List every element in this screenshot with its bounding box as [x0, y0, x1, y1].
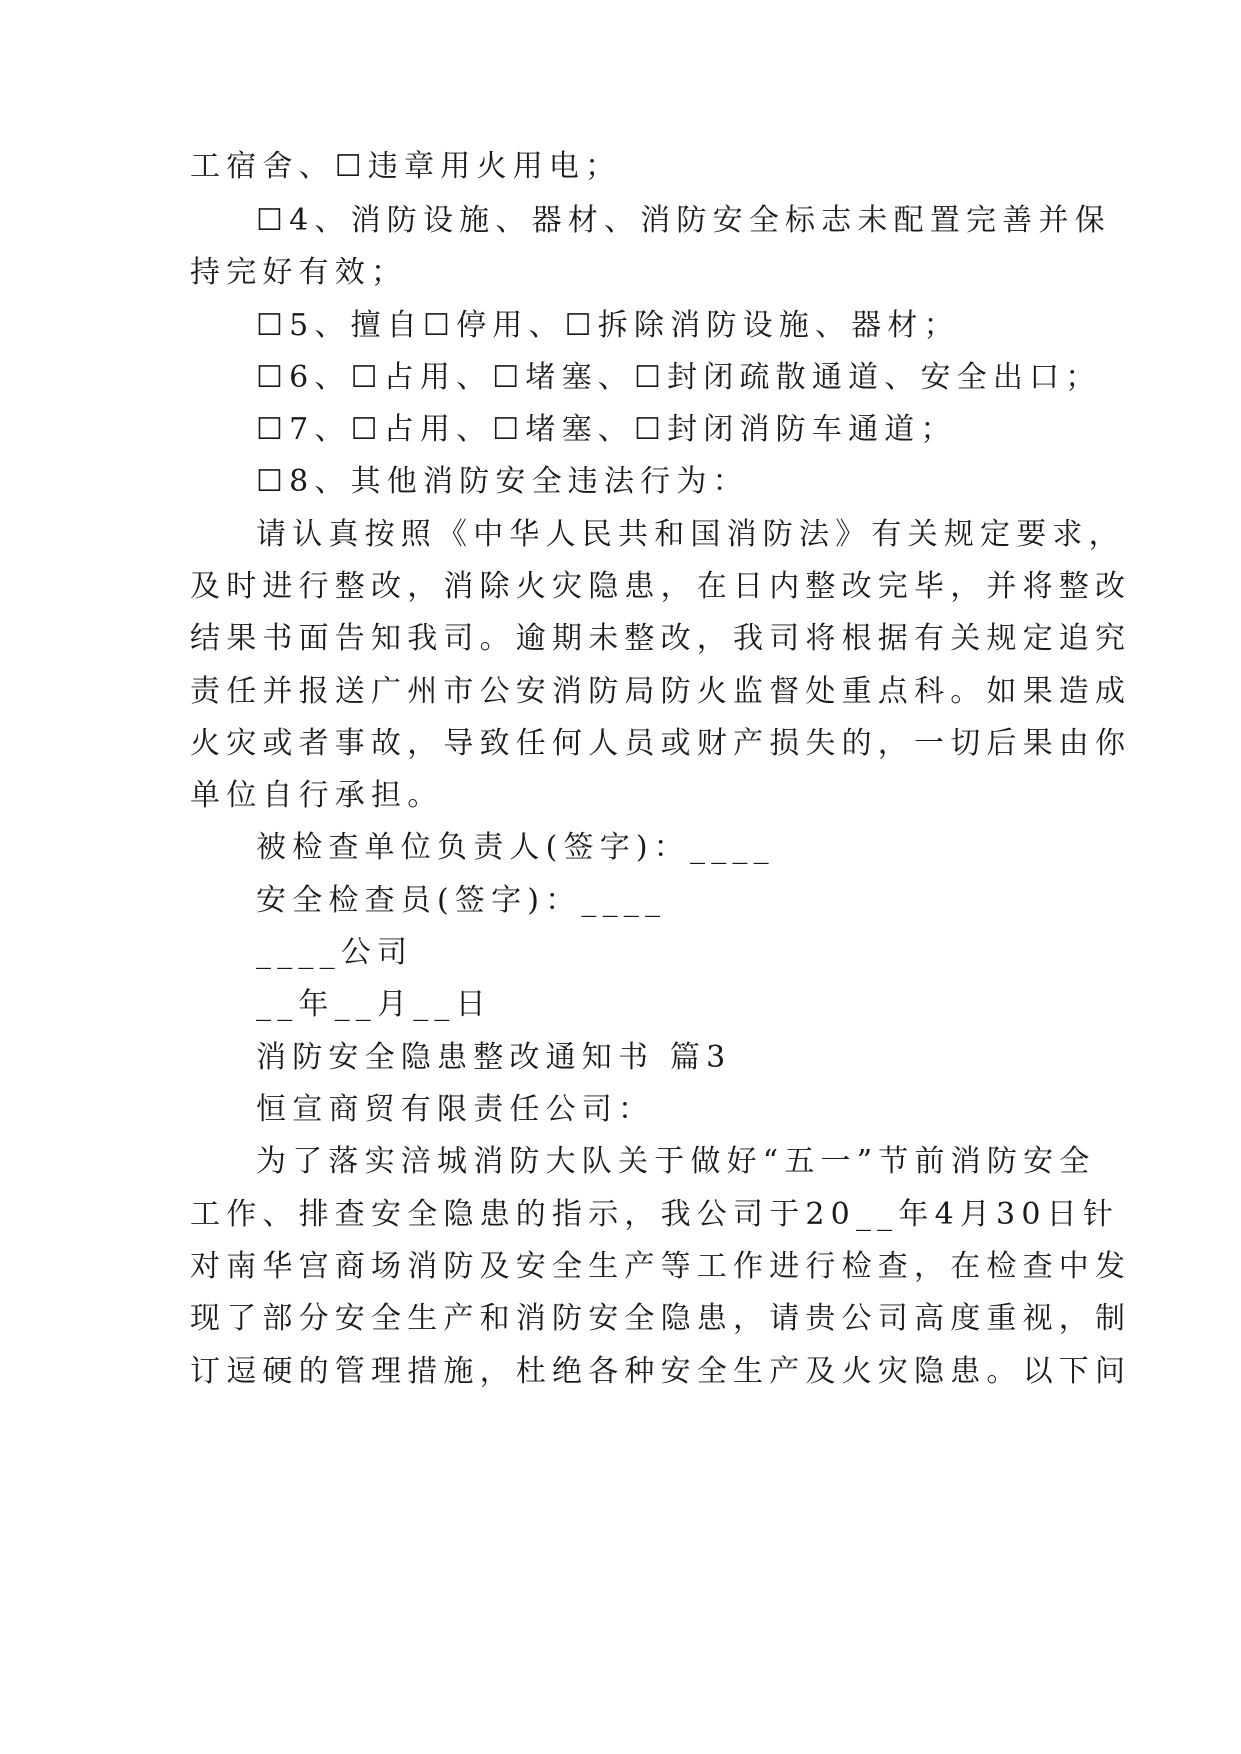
text-line: ☐8、其他消防安全违法行为： [256, 464, 749, 499]
text-line: 现了部分安全生产和消防安全隐患，请贵公司高度重视，制 [190, 1301, 1132, 1336]
text-line: 请认真按照《中华人民共和国消防法》有关规定要求， [256, 517, 1125, 552]
signature-line: 被检查单位负责人(签字)：____ [256, 830, 775, 865]
text-line: ☐7、☐占用、☐堵塞、☐封闭消防车通道； [256, 412, 957, 447]
section-title: 消防安全隐患整改通知书 篇3 [256, 1040, 732, 1075]
text-line: 单位自行承担。 [190, 778, 444, 813]
text-line: 为了落实涪城消防大队关于做好“五一”节前消防安全 [256, 1144, 1096, 1179]
text-line: 及时进行整改，消除火灾隐患，在日内整改完毕，并将整改 [190, 569, 1132, 604]
text-line: ☐4、消防设施、器材、消防安全标志未配置完善并保 [256, 203, 1111, 238]
text-line: 责任并报送广州市公安消防局防火监督处重点科。如果造成 [190, 674, 1132, 709]
text-line: ☐5、擅自☐停用、☐拆除消防设施、器材； [256, 308, 960, 343]
text-line: 工宿舍、☐违章用火用电； [190, 149, 622, 184]
addressee: 恒宣商贸有限责任公司： [256, 1092, 655, 1127]
text-line: ☐6、☐占用、☐堵塞、☐封闭疏散通道、安全出口； [256, 360, 1102, 395]
text-line: 结果书面告知我司。逾期未整改，我司将根据有关规定追究 [190, 621, 1132, 656]
text-line: 工作、排查安全隐患的指示，我公司于20__年4月30日针 [190, 1197, 1120, 1232]
text-line: 对南华宫商场消防及安全生产等工作进行检查，在检查中发 [190, 1249, 1132, 1284]
text-line: 持完好有效； [190, 255, 408, 290]
signature-line: 安全检查员(签字)：____ [256, 883, 667, 918]
text-line: 火灾或者事故，导致任何人员或财产损失的，一切后果由你 [190, 726, 1132, 761]
date-line: __年__月__日 [256, 987, 492, 1022]
text-line: 订逗硬的管理措施，杜绝各种安全生产及火灾隐患。以下问 [190, 1354, 1132, 1389]
company-line: ____公司 [256, 935, 414, 970]
